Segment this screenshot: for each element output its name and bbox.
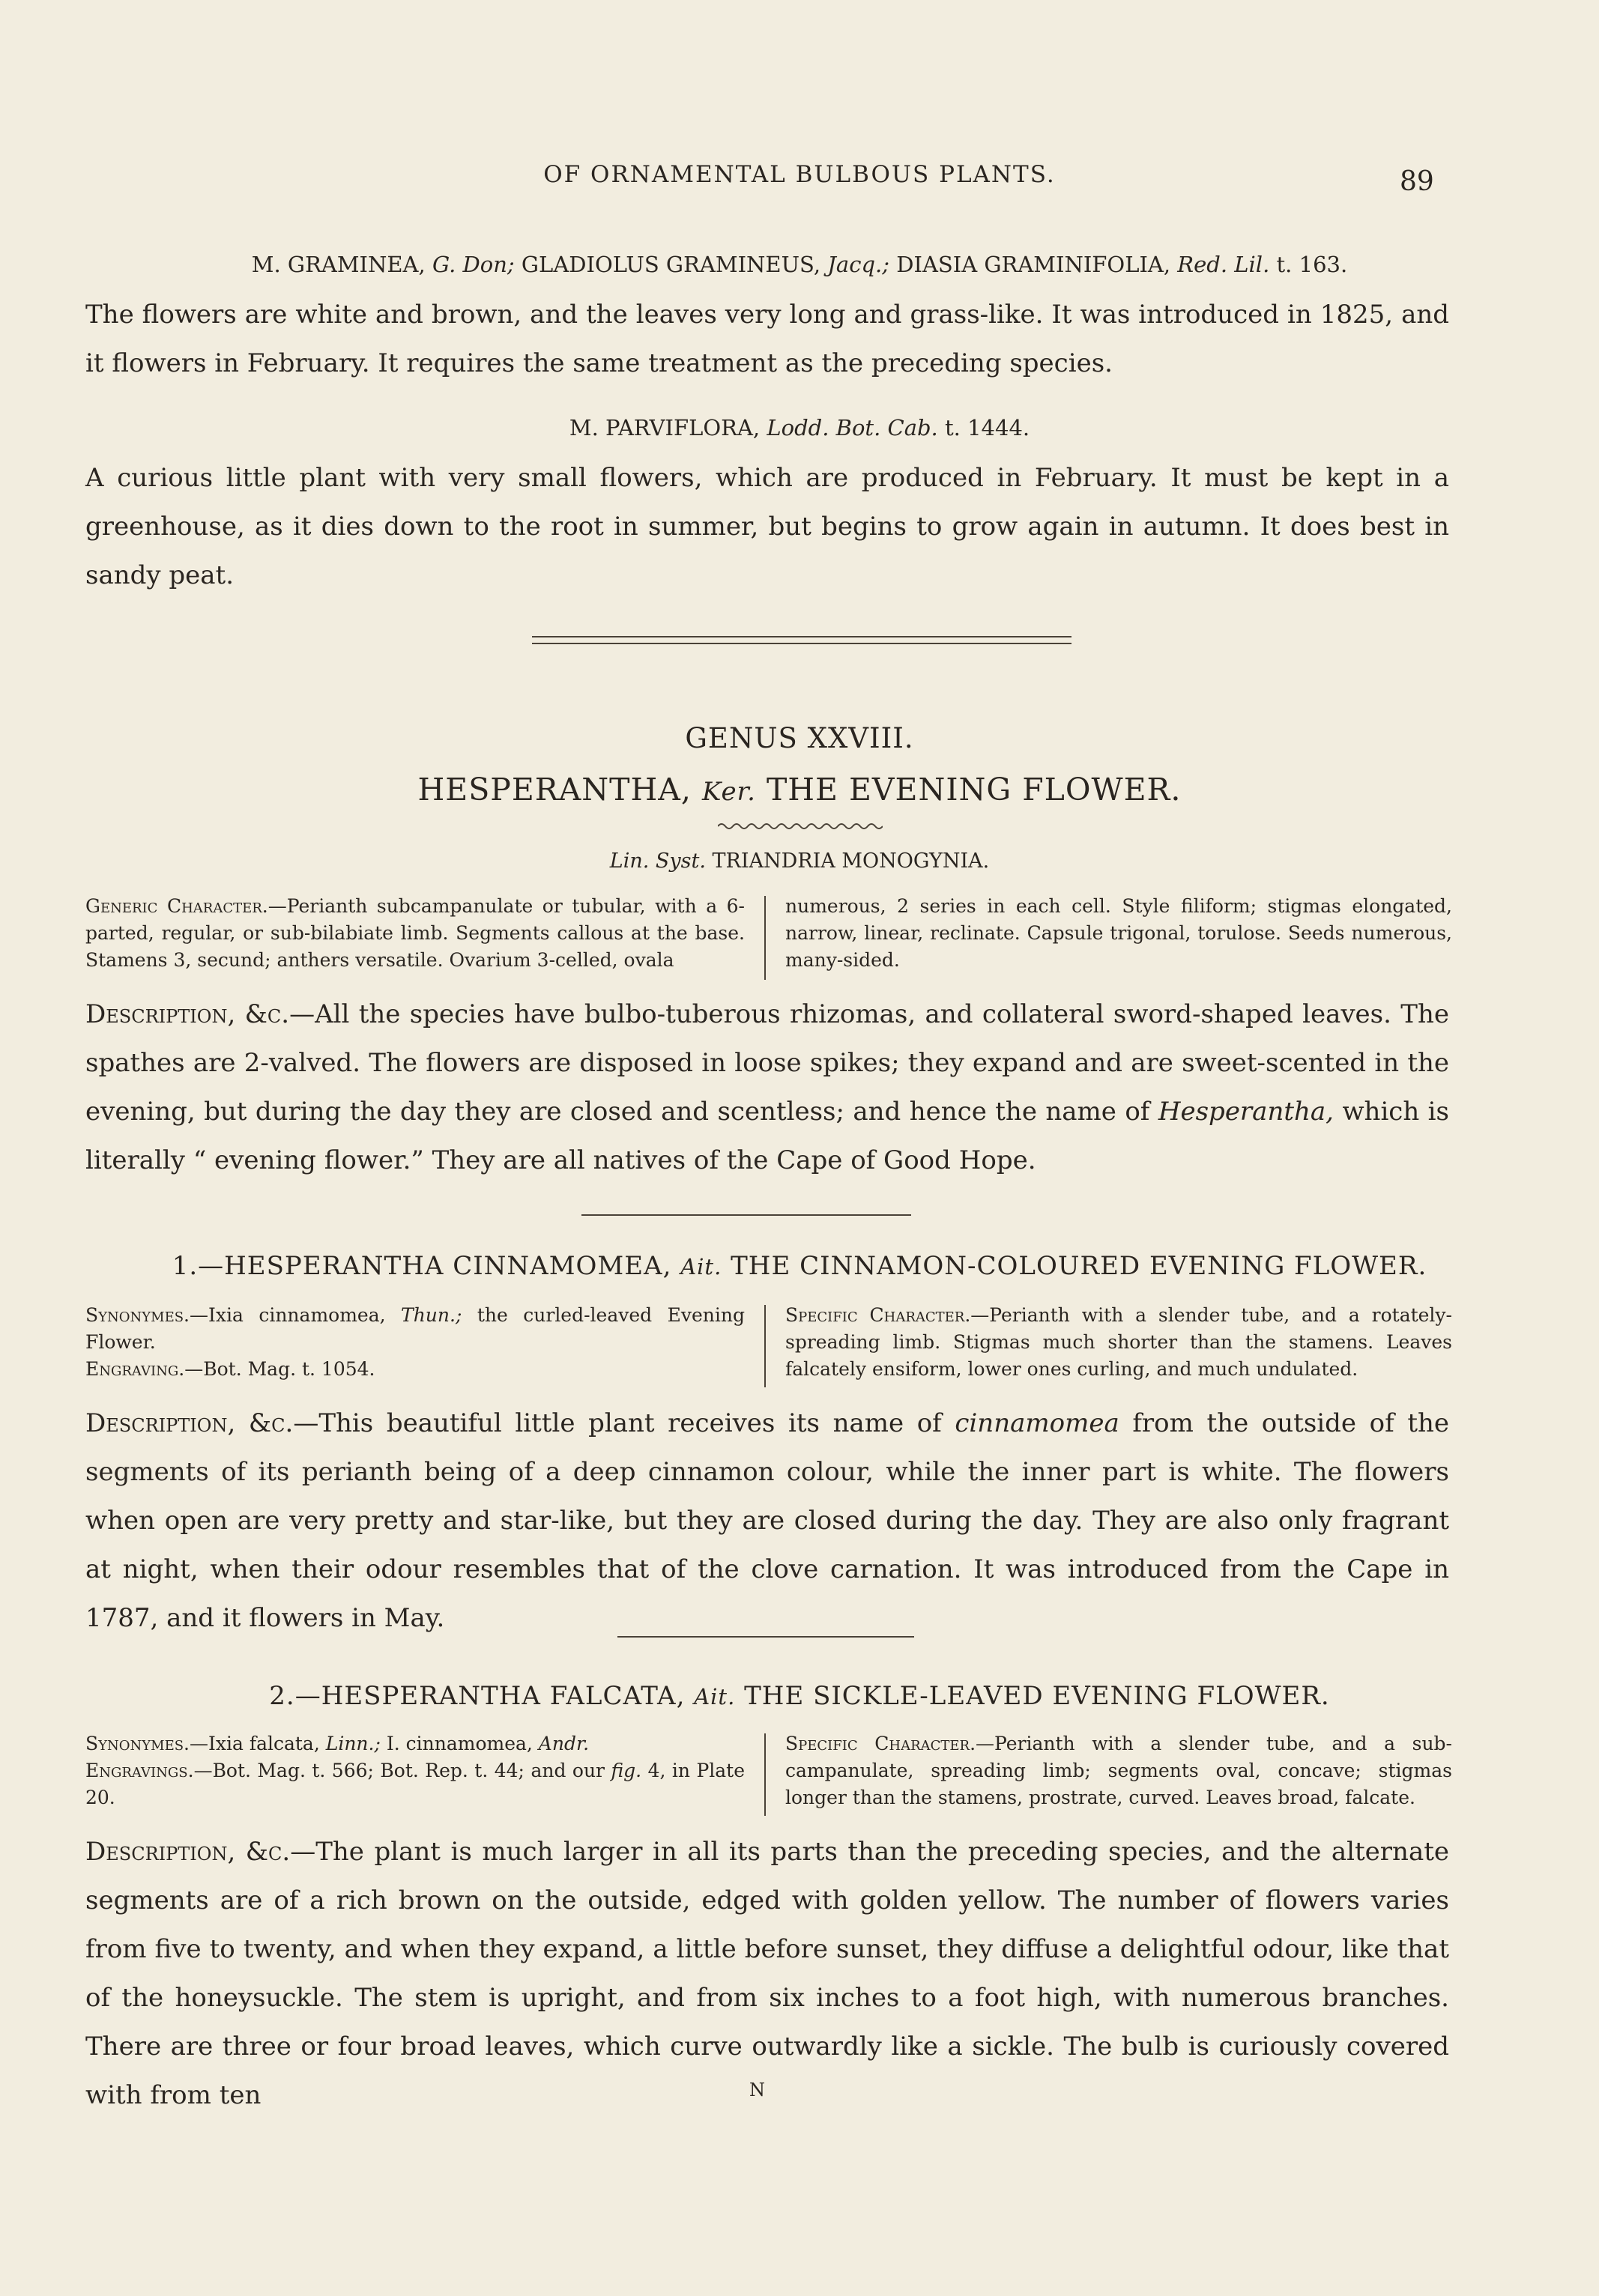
species2-synonymes-label: Synonymes.	[85, 1733, 190, 1754]
lin-syst-label: Lin. Syst.	[609, 849, 706, 873]
genus-common-name: THE EVENING FLOWER.	[766, 772, 1182, 808]
column-divider	[764, 896, 766, 980]
section2-body: A curious little plant with very small flowers, which are produced in February. It must be kept in a greenhouse, as it dies down to the root in summer, but begins to grow again in autumn. It does best in sandy peat.	[85, 463, 1449, 590]
species1-synonymes-text2: the curled-leaved Evening Flower.	[85, 1304, 746, 1353]
section2-reference: Lodd. Bot. Cab.	[767, 415, 938, 440]
genus-title	[75, 772, 1524, 808]
double-rule-bottom	[532, 643, 1071, 644]
species1-description-italic: cinnamomea	[955, 1408, 1119, 1438]
section1-synonym1: GLADIOLUS GRAMINEUS,	[521, 252, 821, 277]
species1-synonymes-text: —Ixia cinnamomea,	[190, 1304, 386, 1326]
species2-engravings-text: —Bot. Mag. t. 566; Bot. Rep. t. 44; and our	[193, 1760, 605, 1781]
section1-author2: Jacq.;	[827, 252, 890, 277]
species1-name: 1.—HESPERANTHA CINNAMOMEA,	[172, 1251, 672, 1281]
species1-engraving-label: Engraving.	[85, 1358, 185, 1380]
section2-plate: t. 1444.	[945, 415, 1030, 440]
species2-synonymes-text: —Ixia falcata,	[190, 1733, 320, 1754]
species2-synonymes	[85, 1730, 745, 1757]
section2-name: M. PARVIFLORA,	[569, 415, 761, 440]
species1-specific-label: Specific Character.	[785, 1304, 971, 1326]
species2-left-column	[85, 1730, 745, 1811]
species2-synonymes-author2: Andr.	[538, 1733, 590, 1754]
species2-specific-character	[785, 1730, 1452, 1811]
lin-syst-value: TRIANDRIA MONOGYNIA.	[712, 849, 990, 873]
short-rule-2	[617, 1636, 914, 1638]
species2-description-text: —The plant is much larger in all its parts than the preceding species, and the alternate segments are of a rich brown on the outside, edged with golden yellow. The number of flowers varies from five to twenty, and when they expand, a little before sunset, they diffuse a delightful odour, like that of the honeysuckle. The stem is upright, and from six inches to a foot high, with numerous branches. There are three or four broad leaves, which curve outwardly like a sickle. The bulb is curiously covered with from ten	[85, 1837, 1449, 2110]
section1-heading	[75, 252, 1524, 277]
species1-synonymes-author: Thun.;	[401, 1304, 462, 1326]
genus-description-text1: —All the species have bulbo-tuberous rhizomas, and collateral sword-shaped leaves. The spathes are 2-valved. The flowers are disposed in loose spikes; they expand and are sweet-scented in the evening, but during the day they are closed and scentless; and hence the name of	[85, 999, 1449, 1127]
species1-common-name: THE CINNAMON-COLOURED EVENING FLOWER.	[731, 1251, 1427, 1281]
column-divider-species2	[764, 1733, 766, 1816]
genus-author: Ker.	[701, 777, 756, 807]
genus-number: GENUS XXVIII.	[685, 722, 914, 754]
generic-character-left	[85, 893, 745, 974]
genus-description-label: Description, &c.	[85, 999, 290, 1029]
species2-specific-label: Specific Character.	[785, 1733, 976, 1754]
species2-common-name: THE SICKLE-LEAVED EVENING FLOWER.	[744, 1681, 1330, 1711]
species1-description-label: Description, &c.	[85, 1408, 294, 1438]
genus-description-text2: which is literally “ evening flower.” They are all natives of the Cape of Good Hope.	[85, 1097, 1450, 1175]
double-rule-top	[532, 636, 1071, 637]
species1-description-text2: from the outside of the segments of its perianth being of a deep cinnamon colour, while the inner part is white. The flowers when open are very pretty and star-like, but they are closed during the day. They are also only fragrant at night, when their odour resembles that of the clove carnation. It was introduced from the Cape in 1787, and it flowers in May.	[85, 1408, 1450, 1633]
species1-engraving-text: —Bot. Mag. t. 1054.	[184, 1358, 375, 1380]
page-number: 89	[1400, 166, 1434, 197]
section2-heading	[75, 415, 1524, 440]
species1-description-text1: —This beautiful little plant receives its name of	[293, 1408, 942, 1438]
species1-specific-character	[785, 1302, 1452, 1383]
generic-character-right: numerous, 2 series in each cell. Style filiform; stigmas elongated, narrow, linear, reclinate. Capsule trigonal, torulose. Seeds numerous, many-sided.	[785, 895, 1452, 971]
species2-specific-text: —Perianth with a slender tube, and a sub-campanulate, spreading limb; segments oval, concave; stigmas longer than the stamens, prostrate, curved. Leaves broad, falcate.	[785, 1733, 1453, 1808]
section1-plate: t. 163.	[1276, 252, 1348, 277]
short-rule-1	[581, 1214, 911, 1216]
genus-name: HESPERANTHA,	[417, 772, 692, 808]
species2-description	[85, 1828, 1449, 2120]
species2-engravings-text2: 4, in Plate 20.	[85, 1760, 746, 1808]
species2-synonymes-author1: Linn.;	[325, 1733, 381, 1754]
genus-description-italic: Hesperantha,	[1158, 1097, 1334, 1127]
species2-synonymes-text2: I. cinnamomea,	[386, 1733, 533, 1754]
running-title: OF ORNAMENTAL BULBOUS PLANTS.	[543, 161, 1056, 188]
section1-name: M. GRAMINEA,	[251, 252, 426, 277]
section1-reference: Red. Lil.	[1177, 252, 1270, 277]
section1-synonym2: DIASIA GRAMINIFOLIA,	[896, 252, 1171, 277]
genus-description	[85, 990, 1449, 1185]
species2-engravings-fig: fig.	[611, 1760, 642, 1781]
species2-name: 2.—HESPERANTHA FALCATA,	[269, 1681, 686, 1711]
wavy-rule	[718, 822, 883, 831]
species1-description	[85, 1399, 1449, 1643]
section1-author: G. Don;	[432, 252, 515, 277]
species1-title	[75, 1251, 1524, 1281]
species1-left-column	[85, 1302, 745, 1383]
section1-body: The flowers are white and brown, and the leaves very long and grass-like. It was introduced in 1825, and it flowers in February. It requires the same treatment as the preceding species.	[85, 300, 1449, 378]
species1-specific-text: —Perianth with a slender tube, and a rotately-spreading limb. Stigmas much shorter than the stamens. Leaves falcately ensiform, lower ones curling, and much undulated.	[785, 1304, 1452, 1380]
generic-character-text-left: —Perianth subcampanulate or tubular, with a 6-parted, regular, or sub-bilabiate limb. Segments callous at the base. Stamens 3, secund; anthers versatile. Ovarium 3-celled, ovala	[85, 895, 745, 971]
species1-engraving	[85, 1356, 745, 1383]
species2-author: Ait.	[694, 1684, 736, 1709]
lin-syst	[75, 849, 1524, 873]
species1-synonymes-label: Synonymes.	[85, 1304, 190, 1326]
species1-author: Ait.	[680, 1254, 722, 1279]
generic-character-label: Generic Character.	[85, 895, 268, 917]
species1-synonymes	[85, 1302, 745, 1356]
species2-description-label: Description, &c.	[85, 1837, 291, 1867]
species2-engravings	[85, 1757, 745, 1811]
species2-engravings-label: Engravings.	[85, 1760, 194, 1781]
species2-title	[75, 1681, 1524, 1711]
signature-mark: N	[749, 2080, 765, 2100]
column-divider-species1	[764, 1305, 766, 1387]
